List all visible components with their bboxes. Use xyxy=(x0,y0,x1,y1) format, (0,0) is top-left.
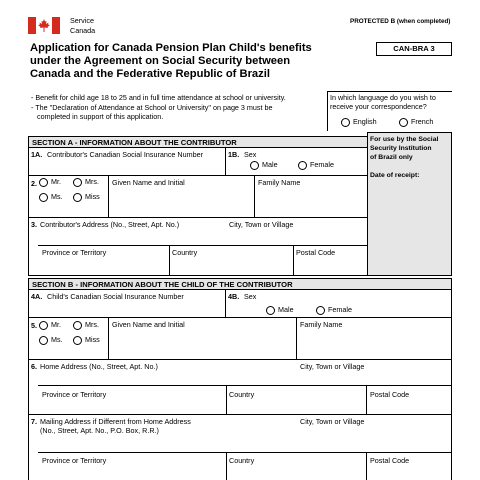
child-country-field[interactable] xyxy=(228,400,364,413)
contributor-female-label: Female xyxy=(310,160,334,169)
contributor-postal-field[interactable] xyxy=(295,258,366,274)
office-use-line2: Security Institution xyxy=(370,145,432,152)
language-question-line1: In which language do you wish to xyxy=(330,93,436,102)
office-use-line1: For use by the Social xyxy=(370,136,439,143)
child-mrs-radio[interactable] xyxy=(73,321,82,330)
contributor-family-name-label: Family Name xyxy=(258,178,301,187)
child-province-field[interactable] xyxy=(40,400,224,413)
q1a-number: 1A. xyxy=(31,150,43,159)
contributor-miss-option[interactable] xyxy=(73,192,100,202)
q4b-number: 4B. xyxy=(228,292,240,301)
child-mailing-postal-label: Postal Code xyxy=(370,456,410,465)
contributor-sin-label: Contributor's Canadian Social Insurance Number xyxy=(47,150,203,159)
department-name-line2: Canada xyxy=(70,26,96,35)
contributor-family-name-field[interactable] xyxy=(256,188,366,215)
contributor-ms-radio[interactable] xyxy=(39,193,48,202)
language-english-option[interactable] xyxy=(341,117,377,127)
child-miss-option[interactable] xyxy=(73,335,100,345)
child-mailing-address-sublabel: (No., Street, Apt. No., P.O. Box, R.R.) xyxy=(40,426,159,435)
child-family-name-field[interactable] xyxy=(298,330,450,357)
language-question-line2: receive your correspondence? xyxy=(330,102,427,111)
form-code: CAN-BRA 3 xyxy=(393,44,435,53)
contributor-ms-option[interactable] xyxy=(39,192,63,202)
child-ms-label: Ms. xyxy=(51,335,63,344)
contributor-given-name-field[interactable] xyxy=(110,188,252,215)
contributor-mr-label: Mr. xyxy=(51,177,61,186)
english-radio[interactable] xyxy=(341,118,350,127)
child-female-option[interactable] xyxy=(316,305,352,315)
note-declaration-cont: completed in support of this application. xyxy=(37,112,164,121)
child-mailing-address-field[interactable] xyxy=(38,436,294,451)
child-male-radio[interactable] xyxy=(266,306,275,315)
contributor-miss-label: Miss xyxy=(85,192,100,201)
child-given-name-label: Given Name and Initial xyxy=(112,320,185,329)
q2-number: 2. xyxy=(31,179,37,188)
child-mailing-province-field[interactable] xyxy=(40,466,224,479)
contributor-miss-radio[interactable] xyxy=(73,193,82,202)
contributor-address-field[interactable] xyxy=(38,230,224,244)
french-label: French xyxy=(411,117,434,126)
contributor-mrs-radio[interactable] xyxy=(73,178,82,187)
title-line-1: Application for Canada Pension Plan Child's benefits xyxy=(30,42,312,54)
contributor-ms-label: Ms. xyxy=(51,192,63,201)
contributor-mr-radio[interactable] xyxy=(39,178,48,187)
child-female-radio[interactable] xyxy=(316,306,325,315)
english-label: English xyxy=(353,117,377,126)
q3-number: 3. xyxy=(31,220,37,229)
note-benefit-eligibility: - Benefit for child age 18 to 25 and in full time attendance at school or university. xyxy=(31,93,286,102)
child-mailing-address-label: Mailing Address if Different from Home Address xyxy=(40,417,191,426)
date-receipt-label: Date of receipt: xyxy=(370,172,420,179)
section-b-heading: SECTION B - INFORMATION ABOUT THE CHILD OF THE CONTRIBUTOR xyxy=(28,278,452,290)
contributor-female-radio[interactable] xyxy=(298,161,307,170)
child-mr-option[interactable] xyxy=(39,320,61,330)
child-miss-radio[interactable] xyxy=(73,336,82,345)
child-city-field[interactable] xyxy=(298,372,450,384)
contributor-male-option[interactable] xyxy=(250,160,278,170)
office-use-line3: of Brazil only xyxy=(370,154,413,161)
contributor-male-label: Male xyxy=(262,160,278,169)
title-line-3: Canada and the Federative Republic of Brazil xyxy=(30,68,270,80)
child-mailing-postal-field[interactable] xyxy=(368,466,450,479)
contributor-male-radio[interactable] xyxy=(250,161,259,170)
contributor-female-option[interactable] xyxy=(298,160,334,170)
child-mr-label: Mr. xyxy=(51,320,61,329)
note-declaration: - The "Declaration of Attendance at School or University" on page 3 must be xyxy=(31,103,273,112)
child-family-name-label: Family Name xyxy=(300,320,343,329)
child-mrs-option[interactable] xyxy=(73,320,99,330)
contributor-postal-label: Postal Code xyxy=(296,248,336,257)
child-home-address-field[interactable] xyxy=(38,372,294,384)
form-title xyxy=(30,42,312,81)
child-mailing-province-label: Province or Territory xyxy=(42,456,107,465)
child-sex-label: Sex xyxy=(244,292,257,301)
child-sin-field[interactable] xyxy=(30,302,224,316)
contributor-province-label: Province or Territory xyxy=(42,248,107,257)
form-code-box xyxy=(376,42,452,56)
child-mailing-city-field[interactable] xyxy=(298,427,450,451)
child-female-label: Female xyxy=(328,305,352,314)
child-home-address-label: Home Address (No., Street, Apt. No.) xyxy=(40,362,158,371)
contributor-country-label: Country xyxy=(172,248,198,257)
contributor-mrs-option[interactable] xyxy=(73,177,99,187)
canada-flag-logo xyxy=(28,17,60,34)
maple-leaf-icon xyxy=(38,19,50,32)
child-mrs-label: Mrs. xyxy=(85,320,99,329)
child-miss-label: Miss xyxy=(85,335,100,344)
child-ms-option[interactable] xyxy=(39,335,63,345)
q1b-number: 1B. xyxy=(228,150,240,159)
child-province-label: Province or Territory xyxy=(42,390,107,399)
contributor-sin-field[interactable] xyxy=(30,160,224,174)
contributor-city-label: City, Town or Village xyxy=(229,220,294,229)
child-country-label: Country xyxy=(229,390,255,399)
child-mailing-city-label: City, Town or Village xyxy=(300,417,365,426)
child-postal-label: Postal Code xyxy=(370,390,410,399)
french-radio[interactable] xyxy=(399,118,408,127)
child-mr-radio[interactable] xyxy=(39,321,48,330)
child-postal-field[interactable] xyxy=(368,400,450,413)
child-male-option[interactable] xyxy=(266,305,294,315)
contributor-province-field[interactable] xyxy=(40,258,168,274)
contributor-mrs-label: Mrs. xyxy=(85,177,99,186)
child-sin-label: Child's Canadian Social Insurance Number xyxy=(47,292,184,301)
department-name-line1: Service xyxy=(70,16,94,25)
q4a-number: 4A. xyxy=(31,292,43,301)
protection-label: PROTECTED B (when completed) xyxy=(350,18,451,25)
contributor-address-label: Contributor's Address (No., Street, Apt. No.) xyxy=(40,220,180,229)
q5-number: 5. xyxy=(31,321,37,330)
child-given-name-field[interactable] xyxy=(110,330,294,357)
child-male-label: Male xyxy=(278,305,294,314)
section-a-heading: SECTION A - INFORMATION ABOUT THE CONTRIBUTOR xyxy=(28,136,368,148)
language-french-option[interactable] xyxy=(399,117,433,127)
q7-number: 7. xyxy=(31,417,37,426)
child-mailing-country-label: Country xyxy=(229,456,255,465)
contributor-city-field[interactable] xyxy=(228,230,366,244)
child-ms-radio[interactable] xyxy=(39,336,48,345)
q6-number: 6. xyxy=(31,362,37,371)
contributor-country-field[interactable] xyxy=(171,258,292,274)
child-mailing-country-field[interactable] xyxy=(228,466,364,479)
contributor-given-name-label: Given Name and Initial xyxy=(112,178,185,187)
contributor-mr-option[interactable] xyxy=(39,177,61,187)
title-line-2: under the Agreement on Social Security between xyxy=(30,55,291,67)
child-city-label: City, Town or Village xyxy=(300,362,365,371)
contributor-sex-label: Sex xyxy=(244,150,257,159)
